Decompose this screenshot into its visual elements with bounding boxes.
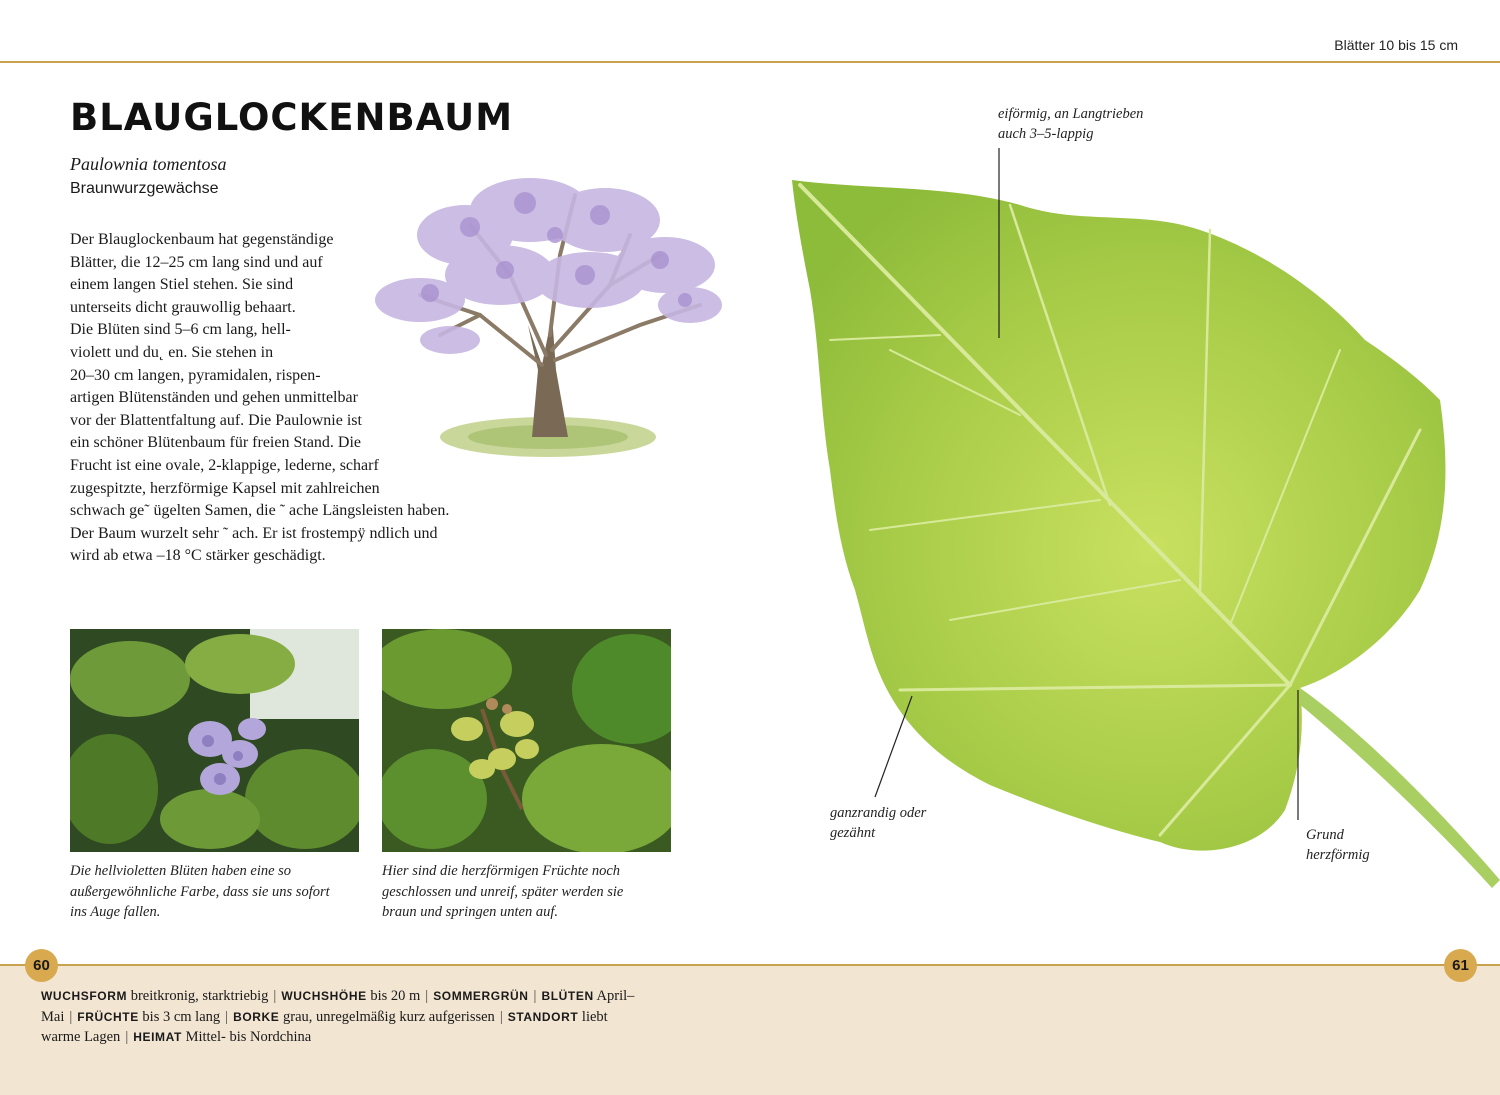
description-line: Frucht ist eine ovale, 2-klappige, lederne, scharf xyxy=(70,456,379,474)
facts-line: warme Lagen | HEIMAT Mittel- bis Nordchina xyxy=(41,1029,312,1045)
annotation-line: herzförmig xyxy=(1306,847,1370,863)
annotation-line: auch 3–5-lappig xyxy=(998,126,1094,142)
description-line: Die Blüten sind 5–6 cm lang, hell- xyxy=(70,321,291,339)
leaf-shape-annotation xyxy=(998,104,1143,144)
caption-line: geschlossen und unreif, später werden sie xyxy=(382,883,624,900)
annotation-line: Grund xyxy=(1306,827,1344,843)
fact-value-standort-a: liebt xyxy=(581,1008,608,1025)
fact-key-borke: BORKE xyxy=(233,1009,280,1024)
facts-line: WUCHSFORM breitkronig, starktriebig | WUCHSHÖHE bis 20 m | SOMMERGRÜN | BLÜTEN April– xyxy=(41,988,635,1004)
caption-line: braun und springen unten auf. xyxy=(382,904,559,920)
caption-line: Die hellvioletten Blüten haben eine so xyxy=(70,863,292,879)
leaf-margin-annotation xyxy=(830,803,926,843)
description-line: Der Baum wurzelt sehr ˜ ach. Er ist frostempÿ ndlich und xyxy=(70,524,438,542)
description-line: Der Blauglockenbaum hat gegenständige xyxy=(70,231,334,248)
description-line: wird ab etwa –18 °C stärker geschädigt. xyxy=(70,547,326,565)
fact-key-standort: STANDORT xyxy=(507,1009,579,1024)
page-number-left: 60 xyxy=(25,949,58,982)
fact-value-fruechte: bis 3 cm lang xyxy=(142,1008,221,1025)
annotation-line: ganzrandig oder xyxy=(830,805,927,821)
fact-key-blueten: BLÜTEN xyxy=(541,989,594,1003)
blossoms-photo xyxy=(70,629,359,852)
section-header-label: Blätter 10 bis 15 cm xyxy=(1334,37,1458,53)
leaf-base-annotation xyxy=(1306,825,1370,865)
caption-line: ins Auge fallen. xyxy=(70,904,161,920)
fact-value-heimat: Mittel- bis Nordchina xyxy=(185,1029,312,1045)
description-line: vor der Blattentfaltung auf. Die Paulownie ist xyxy=(70,411,362,429)
footer-divider xyxy=(0,964,1500,966)
description-line: 20–30 cm langen, pyramidalen, rispen- xyxy=(70,366,321,384)
caption-line: außergewöhnliche Farbe, dass sie uns sofort xyxy=(70,883,330,900)
page-number-right: 61 xyxy=(1444,949,1477,982)
description-line: schwach ge˜ ügelten Samen, die ˜ ache Längsleisten haben. xyxy=(70,502,450,520)
description-line: Blätter, die 12–25 cm lang sind und auf xyxy=(70,253,323,271)
description-line: einem langen Stiel stehen. Sie sind xyxy=(70,276,294,294)
fact-value-borke: grau, unregelmäßig kurz aufgerissen xyxy=(283,1008,495,1025)
fact-value-wuchshoehe: bis 20 m xyxy=(370,988,421,1004)
fact-key-fruechte: FRÜCHTE xyxy=(77,1009,139,1024)
facts-line: Mai | FRÜCHTE bis 3 cm lang | BORKE grau, unregelmäßig kurz aufgerissen | STANDORT liebt xyxy=(41,1008,608,1025)
fact-key-heimat: HEIMAT xyxy=(133,1030,182,1044)
fact-value-standort-b: warme Lagen xyxy=(41,1029,121,1045)
fact-key-sommergruen: SOMMERGRÜN xyxy=(433,989,529,1003)
fact-value-wuchsform: breitkronig, starktriebig xyxy=(130,988,269,1004)
description-line: zugespitzte, herzförmige Kapsel mit zahlreichen xyxy=(70,479,380,497)
caption-line: Hier sind die herzförmigen Früchte noch xyxy=(382,863,621,879)
blossoms-caption xyxy=(70,861,330,923)
scientific-name: Paulownia tomentosa xyxy=(70,154,227,174)
description-line: ein schöner Blütenbaum für freien Stand. Die xyxy=(70,434,362,452)
fact-key-wuchshoehe: WUCHSHÖHE xyxy=(281,989,367,1003)
fruits-photo xyxy=(382,629,671,852)
fact-key-wuchsform: WUCHSFORM xyxy=(41,989,128,1003)
plant-family: Braunwurzgewächse xyxy=(70,180,219,197)
annotation-line: eiförmig, an Langtrieben xyxy=(998,106,1144,122)
annotation-line: gezähnt xyxy=(830,825,876,841)
description-line: unterseits dicht grauwollig behaart. xyxy=(70,298,296,316)
species-facts xyxy=(41,986,641,1048)
description-line: artigen Blütenständen und gehen unmittelbar xyxy=(70,389,358,407)
fact-value-blueten-a: April– xyxy=(596,988,635,1004)
description-line: violett und du˛ en. Sie stehen in xyxy=(70,343,274,361)
fact-value-blueten-b: Mai xyxy=(41,1008,65,1025)
leaf-illustration xyxy=(780,170,1500,890)
species-title: BLAUGLOCKENBAUM xyxy=(70,96,514,139)
tree-illustration xyxy=(360,165,725,470)
header-divider xyxy=(0,61,1500,63)
fruits-caption xyxy=(382,861,623,923)
